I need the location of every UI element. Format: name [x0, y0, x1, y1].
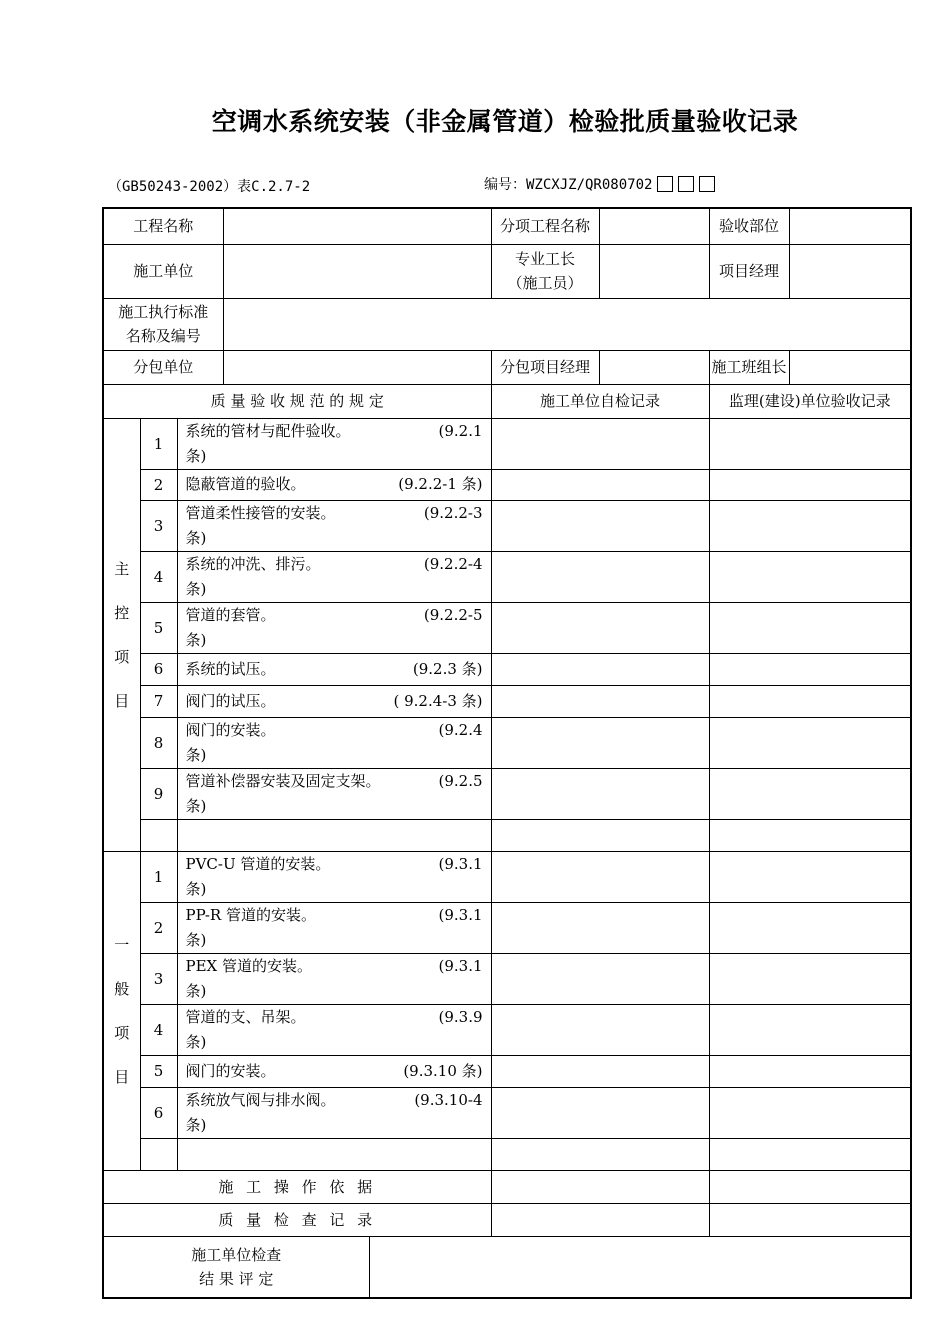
- item-text: 阀门的安装。: [185, 1061, 276, 1080]
- col-spec: 质 量 验 收 规 范 的 规 定: [103, 384, 491, 418]
- self-check-cell[interactable]: [491, 602, 709, 653]
- item-tail: 条): [185, 796, 207, 815]
- item-number: 1: [140, 418, 177, 469]
- self-check-cell[interactable]: [491, 551, 709, 602]
- item-ref: (9.2.5: [438, 771, 483, 790]
- form-code: （GB50243-2002）表C.2.7-2: [108, 179, 311, 195]
- supervision-cell[interactable]: [709, 953, 911, 1004]
- item-spec: [177, 469, 491, 500]
- col-self-check: 施工单位自检记录: [491, 384, 709, 418]
- main-control-char-2: 控: [114, 603, 130, 622]
- item-ref: (9.2.1: [438, 421, 483, 440]
- item-number-empty: [140, 819, 177, 851]
- item-tail: 条): [185, 879, 207, 898]
- item-ref: (9.2.3 条): [412, 659, 483, 678]
- item-spec: [177, 1087, 491, 1138]
- item-tail: 条): [185, 1115, 207, 1134]
- item-number: 5: [140, 1055, 177, 1087]
- item-text: 阀门的安装。: [185, 720, 276, 739]
- item-spec: [177, 551, 491, 602]
- item-text: 隐蔽管道的验收。: [185, 475, 306, 493]
- item-text: 系统的管材与配件验收。: [185, 421, 351, 440]
- item-spec-empty[interactable]: [177, 1138, 491, 1170]
- self-check-cell[interactable]: [491, 902, 709, 953]
- general-label: [103, 851, 140, 1170]
- value-construction-unit[interactable]: [223, 244, 491, 298]
- supervision-cell[interactable]: [709, 551, 911, 602]
- item-tail: 条): [185, 579, 207, 598]
- quality-record-label: 质 量 检 查 记 录: [103, 1203, 491, 1236]
- supervision-cell[interactable]: [709, 1138, 911, 1170]
- supervision-cell[interactable]: [709, 819, 911, 851]
- value-foreman[interactable]: [599, 244, 709, 298]
- item-ref: (9.3.10-4: [414, 1090, 483, 1109]
- general-char-1: 一: [114, 935, 130, 954]
- label-sub-project: 分项工程名称: [491, 208, 599, 244]
- item-ref: (9.2.2-1 条): [398, 475, 483, 493]
- item-spec: [177, 1055, 491, 1087]
- supervision-cell[interactable]: [709, 500, 911, 551]
- item-spec: [177, 768, 491, 819]
- self-check-cell[interactable]: [491, 1087, 709, 1138]
- item-spec: [177, 953, 491, 1004]
- item-text: 管道的支、吊架。: [185, 1007, 306, 1026]
- item-number: 4: [140, 1004, 177, 1055]
- item-number: 7: [140, 685, 177, 717]
- self-check-cell[interactable]: [491, 685, 709, 717]
- value-standard[interactable]: [223, 298, 911, 350]
- item-tail: 条): [185, 630, 207, 649]
- item-tail: 条): [185, 745, 207, 764]
- item-spec: [177, 602, 491, 653]
- supervision-cell[interactable]: [709, 685, 911, 717]
- item-spec: [177, 653, 491, 685]
- item-number: 2: [140, 902, 177, 953]
- self-check-cell[interactable]: [491, 500, 709, 551]
- self-check-cell[interactable]: [491, 819, 709, 851]
- value-acceptance-part[interactable]: [789, 208, 911, 244]
- result-value[interactable]: [369, 1236, 911, 1298]
- checkbox-2[interactable]: [678, 176, 694, 192]
- item-text: 系统的试压。: [185, 659, 276, 678]
- item-spec: [177, 500, 491, 551]
- item-ref: (9.2.2-5: [423, 605, 483, 624]
- supervision-cell[interactable]: [709, 902, 911, 953]
- item-tail: 条): [185, 930, 207, 949]
- item-spec: [177, 902, 491, 953]
- supervision-cell[interactable]: [709, 1004, 911, 1055]
- label-project-name: 工程名称: [103, 208, 223, 244]
- value-project-manager[interactable]: [789, 244, 911, 298]
- item-ref: (9.3.1: [438, 854, 483, 873]
- item-number: 4: [140, 551, 177, 602]
- result-line2: 结 果 评 定: [199, 1269, 274, 1288]
- item-spec: [177, 685, 491, 717]
- value-project-name[interactable]: [223, 208, 491, 244]
- item-number: 9: [140, 768, 177, 819]
- main-control-char-3: 项: [114, 647, 130, 666]
- quality-record-value[interactable]: [491, 1203, 709, 1236]
- page-title: 空调水系统安装（非金属管道）检验批质量验收记录: [211, 107, 799, 136]
- checkbox-3[interactable]: [699, 176, 715, 192]
- operation-basis-value[interactable]: [491, 1170, 709, 1203]
- self-check-cell[interactable]: [491, 717, 709, 768]
- self-check-cell[interactable]: [491, 851, 709, 902]
- label-standard: [103, 298, 223, 350]
- serial-label: 编号：WZCXJZ/QR080702: [484, 177, 653, 193]
- inspection-table: [102, 207, 912, 1299]
- item-text: 系统的冲洗、排污。: [185, 554, 321, 573]
- self-check-cell[interactable]: [491, 653, 709, 685]
- label-acceptance-part: 验收部位: [709, 208, 789, 244]
- item-ref: (9.3.1: [438, 905, 483, 924]
- operation-basis-label: 施 工 操 作 依 据: [103, 1170, 491, 1203]
- item-ref: (9.3.1: [438, 956, 483, 975]
- item-number: 6: [140, 653, 177, 685]
- item-ref: (9.3.10 条): [403, 1061, 483, 1080]
- item-ref: (9.2.4: [438, 720, 483, 739]
- item-tail: 条): [185, 981, 207, 1000]
- general-char-2: 般: [114, 979, 130, 998]
- item-text: PVC-U 管道的安装。: [185, 854, 331, 873]
- value-subcontract-unit[interactable]: [223, 350, 491, 384]
- label-project-manager: 项目经理: [709, 244, 789, 298]
- label-team-leader: 施工班组长: [709, 350, 789, 384]
- item-spec: [177, 851, 491, 902]
- self-check-cell[interactable]: [491, 1004, 709, 1055]
- standard-line2: 名称及编号: [125, 327, 201, 345]
- supervision-cell[interactable]: [709, 717, 911, 768]
- item-spec: [177, 418, 491, 469]
- value-subcontract-manager[interactable]: [599, 350, 709, 384]
- self-check-cell[interactable]: [491, 953, 709, 1004]
- self-check-cell[interactable]: [491, 469, 709, 500]
- item-ref: (9.3.9: [438, 1007, 483, 1026]
- supervision-cell[interactable]: [709, 418, 911, 469]
- main-control-char-1: 主: [114, 559, 130, 578]
- value-sub-project[interactable]: [599, 208, 709, 244]
- serial-number: [484, 174, 715, 194]
- item-ref: ( 9.2.4-3 条): [393, 691, 483, 710]
- item-number-empty: [140, 1138, 177, 1170]
- item-tail: 条): [185, 528, 207, 547]
- item-number: 3: [140, 500, 177, 551]
- item-text: 管道柔性接管的安装。: [185, 503, 336, 522]
- value-team-leader[interactable]: [789, 350, 911, 384]
- main-control-char-4: 目: [114, 691, 130, 710]
- item-ref: (9.2.2-4: [423, 554, 483, 573]
- item-text: 阀门的试压。: [185, 691, 276, 710]
- supervision-cell[interactable]: [709, 768, 911, 819]
- supervision-cell[interactable]: [709, 653, 911, 685]
- item-tail: 条): [185, 446, 207, 465]
- item-text: PEX 管道的安装。: [185, 956, 312, 975]
- item-number: 1: [140, 851, 177, 902]
- label-subcontract-unit: 分包单位: [103, 350, 223, 384]
- supervision-cell[interactable]: [709, 1055, 911, 1087]
- item-ref: (9.2.2-3: [423, 503, 483, 522]
- main-control-label: [103, 418, 140, 851]
- self-check-cell[interactable]: [491, 1138, 709, 1170]
- item-number: 3: [140, 953, 177, 1004]
- result-line1: 施工单位检查: [191, 1245, 282, 1264]
- label-subcontract-manager: 分包项目经理: [491, 350, 599, 384]
- supervision-cell[interactable]: [709, 1087, 911, 1138]
- foreman-line2: （施工员）: [507, 274, 583, 292]
- item-text: 管道补偿器安装及固定支架。: [185, 771, 381, 790]
- result-label: [103, 1236, 369, 1298]
- general-char-3: 项: [114, 1023, 130, 1042]
- standard-line1: 施工执行标准: [118, 303, 209, 321]
- self-check-cell[interactable]: [491, 768, 709, 819]
- item-spec: [177, 717, 491, 768]
- item-text: 系统放气阀与排水阀。: [185, 1090, 336, 1109]
- self-check-cell[interactable]: [491, 418, 709, 469]
- col-supervision: 监理(建设)单位验收记录: [709, 384, 911, 418]
- item-tail: 条): [185, 1032, 207, 1051]
- checkbox-1[interactable]: [657, 176, 673, 192]
- supervision-cell[interactable]: [709, 602, 911, 653]
- label-construction-unit: 施工单位: [103, 244, 223, 298]
- item-spec: [177, 1004, 491, 1055]
- item-text: PP-R 管道的安装。: [185, 905, 316, 924]
- self-check-cell[interactable]: [491, 1055, 709, 1087]
- foreman-line1: 专业工长: [515, 250, 576, 268]
- item-number: 6: [140, 1087, 177, 1138]
- quality-record-supervision[interactable]: [709, 1203, 911, 1236]
- item-text: 管道的套管。: [185, 605, 276, 624]
- item-number: 8: [140, 717, 177, 768]
- supervision-cell[interactable]: [709, 851, 911, 902]
- label-foreman: [491, 244, 599, 298]
- operation-basis-supervision[interactable]: [709, 1170, 911, 1203]
- item-number: 2: [140, 469, 177, 500]
- item-spec-empty[interactable]: [177, 819, 491, 851]
- item-number: 5: [140, 602, 177, 653]
- general-char-4: 目: [114, 1067, 130, 1086]
- supervision-cell[interactable]: [709, 469, 911, 500]
